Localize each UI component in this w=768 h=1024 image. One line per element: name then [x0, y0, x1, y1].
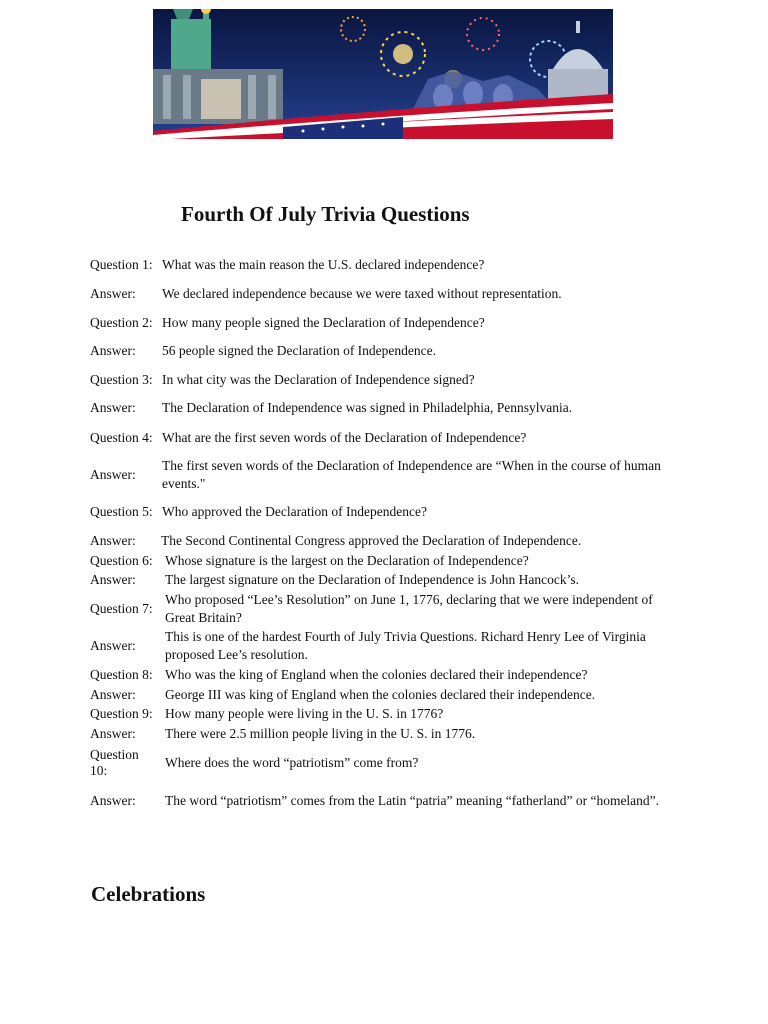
answer-label: Answer: — [90, 572, 136, 587]
question-row — [90, 705, 680, 723]
question-label: Question 6: — [90, 553, 153, 568]
answer-label: Answer: — [90, 467, 136, 482]
question-text: What are the first seven words of the Declaration of Independence? — [162, 430, 527, 445]
answer-row — [90, 457, 680, 493]
lincoln-memorial-icon — [153, 69, 283, 124]
page-title: Fourth Of July Trivia Questions — [181, 202, 470, 226]
answer-text: George III was king of England when the colonies declared their independence. — [165, 687, 596, 702]
question-label: Question 2: — [90, 315, 153, 330]
question-row — [90, 591, 680, 627]
banner-illustration — [153, 9, 613, 139]
answer-text: The largest signature on the Declaration of Independence is John Hancock’s. — [165, 572, 579, 587]
answer-label: Answer: — [90, 726, 136, 741]
question-row — [90, 552, 680, 570]
question-label: Question 1: — [90, 257, 153, 272]
statue-of-liberty-icon — [171, 9, 211, 79]
answer-row — [90, 571, 680, 589]
question-text: How many people signed the Declaration of Independence? — [162, 315, 485, 330]
answer-row — [90, 399, 680, 417]
answer-text: The word “patriotism” comes from the Latin “patria” meaning “fatherland” or “homeland”. — [165, 793, 660, 808]
question-text: What was the main reason the U.S. declared independence? — [162, 257, 485, 272]
question-text: Who approved the Declaration of Independence? — [162, 504, 427, 519]
answer-text: The first seven words of the Declaration of Independence are “When in the course of human events." — [162, 458, 661, 491]
answer-row — [90, 628, 680, 664]
answer-label: Answer: — [90, 400, 136, 415]
question-label: Question 7: — [90, 601, 153, 616]
answer-label: Answer: — [90, 687, 136, 702]
answer-row — [90, 342, 680, 360]
section-heading: Celebrations — [91, 882, 206, 906]
question-label: Question 5: — [90, 504, 153, 519]
question-text: In what city was the Declaration of Independence signed? — [162, 372, 475, 387]
answer-text: We declared independence because we were taxed without representation. — [162, 286, 562, 301]
answer-row — [90, 285, 680, 303]
question-label: Question 8: — [90, 667, 153, 682]
answer-text: 56 people signed the Declaration of Independence. — [162, 343, 437, 358]
answer-label: Answer: — [90, 343, 136, 358]
question-text: Whose signature is the largest on the Declaration of Independence? — [165, 553, 529, 568]
question-row — [90, 745, 680, 781]
question-row — [90, 666, 680, 684]
question-label: Question 3: — [90, 372, 153, 387]
question-row — [90, 305, 680, 341]
question-label: Question 9: — [90, 706, 153, 721]
question-text: Who proposed “Lee’s Resolution” on June 1, 1776, declaring that we were independent of Great Britain? — [165, 592, 653, 625]
answer-text: The Second Continental Congress approved the Declaration of Independence. — [161, 533, 582, 548]
answer-row — [90, 725, 680, 743]
question-row — [90, 247, 680, 283]
question-text: Who was the king of England when the colonies declared their independence? — [165, 667, 588, 682]
answer-text: This is one of the hardest Fourth of July Trivia Questions. Richard Henry Lee of Virginia proposed Lee’s resolution. — [165, 629, 646, 662]
question-row — [90, 420, 680, 456]
answer-label: Answer: — [90, 793, 136, 808]
question-row — [90, 494, 680, 530]
question-text: How many people were living in the U. S. in 1776? — [165, 706, 444, 721]
question-label: Question 4: — [90, 430, 153, 445]
answer-text: There were 2.5 million people living in the U. S. in 1776. — [165, 726, 476, 741]
question-text: Where does the word “patriotism” come from? — [165, 755, 419, 770]
question-row — [90, 362, 680, 398]
patriotic-banner — [153, 9, 613, 139]
answer-row — [90, 783, 680, 819]
answer-label: Answer: — [90, 286, 136, 301]
question-label: Question 10: — [90, 747, 139, 778]
answer-label: Answer: — [90, 638, 136, 653]
answer-label: Answer: — [90, 533, 136, 548]
answer-row — [90, 686, 680, 704]
answer-text: The Declaration of Independence was signed in Philadelphia, Pennsylvania. — [162, 400, 573, 415]
answer-row — [90, 532, 680, 550]
